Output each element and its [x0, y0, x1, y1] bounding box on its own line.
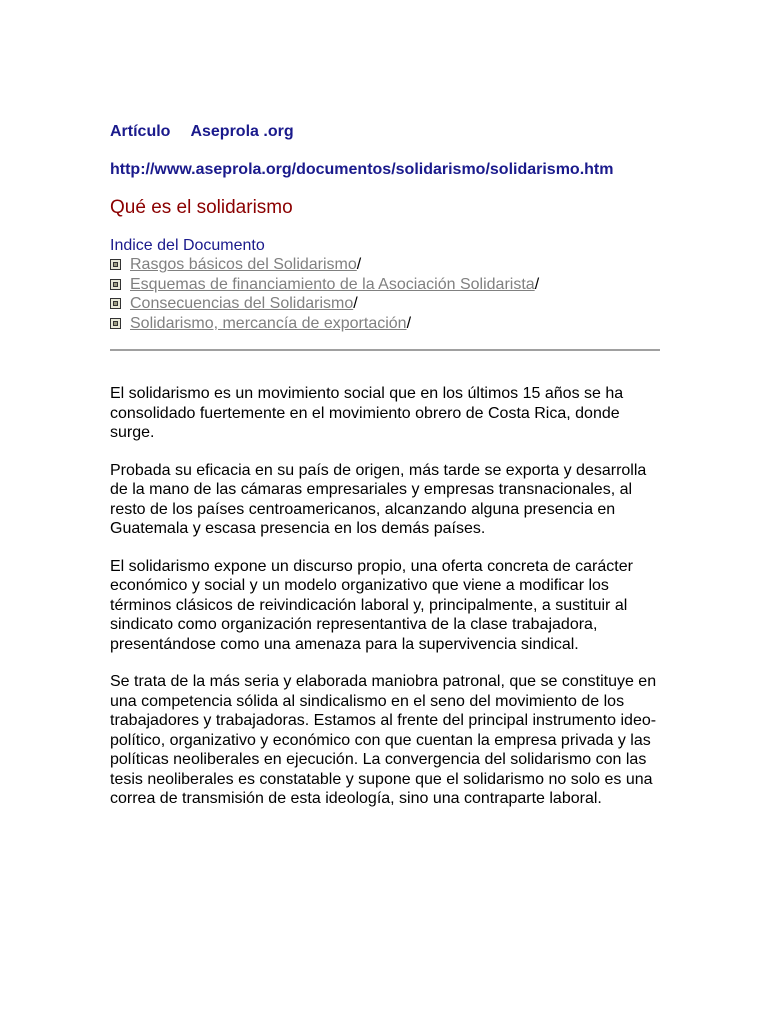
- square-bullet-icon: [110, 259, 121, 270]
- index-item: [110, 275, 660, 295]
- index-separator: /: [534, 275, 540, 293]
- index-link-exportacion[interactable]: Solidarismo, mercancía de exportación: [130, 314, 407, 332]
- index-item: [110, 294, 660, 314]
- document-page: [110, 122, 660, 809]
- index-link-esquemas[interactable]: Esquemas de financiamiento de la Asociación Solidarista: [130, 275, 535, 293]
- square-bullet-icon: [110, 279, 121, 290]
- paragraph-4: Se trata de la más seria y elaborada maniobra patronal, que se constituye en una competencia sólida al sindicalismo en el seno del movimiento de los trabajadores y trabajadoras. Estamos al frente del principal instrumento ideo-político, organizativo y económico con que cuentan la empresa privada y las políticas neoliberales en ejecución. La convergencia del solidarismo con las tesis neoliberales es constatable y supone que el solidarismo no solo es una correa de transmisión de esta ideología, sino una contraparte laboral.: [110, 673, 657, 807]
- site-name: Aseprola .org: [190, 123, 294, 140]
- section-divider: [110, 349, 660, 351]
- article-label: Artículo: [110, 123, 171, 140]
- paragraph-3: El solidarismo expone un discurso propio, una oferta concreta de carácter económico y social y un modelo organizativo que viene a modificar los términos clásicos de reivindicación laboral y, principalmente, a sustituir al sindicato como organización representantiva de la clase trabajadora, presentándose como una amenaza para la supervivencia sindical.: [110, 557, 633, 653]
- article-header: [110, 122, 660, 141]
- index-link-rasgos[interactable]: Rasgos básicos del Solidarismo: [130, 256, 357, 273]
- paragraph-1: El solidarismo es un movimiento social que en los últimos 15 años se ha consolidado fuertemente en el movimiento obrero de Costa Rica, donde surge.: [110, 385, 624, 441]
- index-item: [110, 314, 660, 334]
- index-link-consecuencias[interactable]: Consecuencias del Solidarismo: [130, 295, 354, 312]
- paragraph-2: Probada su eficacia en su país de origen, más tarde se exporta y desarrolla de la mano de las cámaras empresariales y empresas transnacionales, al resto de los países centroamericanos, alcanzando alguna presencia en Guatemala y escasa presencia en los demás países.: [110, 461, 647, 537]
- index-separator: /: [353, 295, 358, 312]
- square-bullet-icon: [110, 298, 121, 309]
- index-item: [110, 255, 660, 275]
- index-heading: Indice del Documento: [110, 237, 265, 254]
- page-title: Qué es el solidarismo: [110, 197, 293, 218]
- index-list: [110, 255, 660, 333]
- index-separator: /: [356, 256, 362, 273]
- index-separator: /: [406, 314, 412, 332]
- source-url: http://www.aseprola.org/documentos/solidarismo/solidarismo.htm: [110, 161, 614, 178]
- square-bullet-icon: [110, 318, 121, 329]
